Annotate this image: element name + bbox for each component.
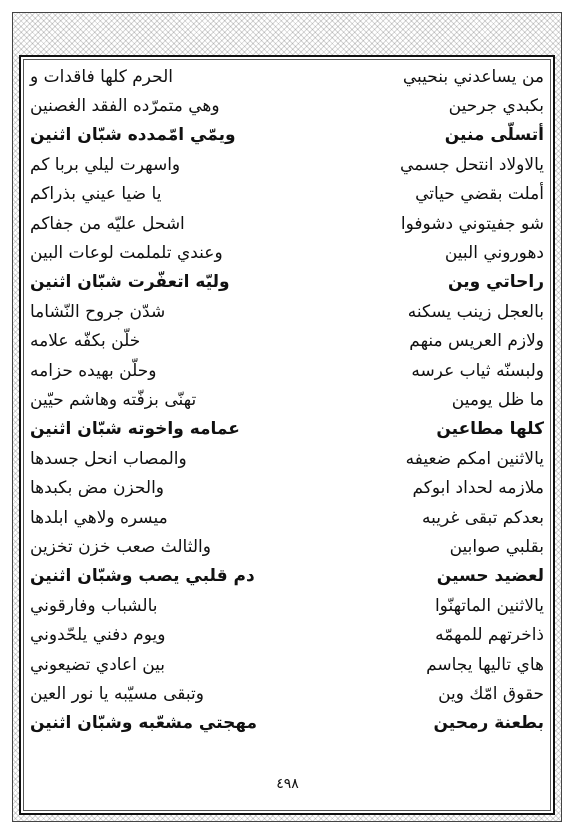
hemistich-left: مهجتي مشعّبه وشبّان اثنين <box>30 713 258 734</box>
hemistich-left: وهي متمرّده الفقد الغصنين <box>30 96 220 117</box>
poem-line-refrain <box>30 415 544 444</box>
hemistich-left: وحلّن بهيده حزامه <box>30 360 157 381</box>
hemistich-left: يا ضيا عيني بذراكم <box>30 184 162 205</box>
hemistich-right: بعدكم تبقى غريبه <box>422 507 544 528</box>
poem-line <box>30 650 544 679</box>
hemistich-left: شدّن جروح النّشاما <box>30 301 166 322</box>
hemistich-left: ميسره ولاهي ابلدها <box>30 507 168 528</box>
hemistich-left: ويمّي امّمدده شبّان اثنين <box>30 125 236 146</box>
hemistich-right: أملت بقضي حياتي <box>415 184 544 205</box>
hemistich-left: عمامه واخوته شبّان اثنين <box>30 419 240 440</box>
hemistich-right: ما ظل يومين <box>451 389 544 410</box>
hemistich-right: ذاخرتهم للمهمّه <box>435 625 544 646</box>
hemistich-left: الحرم كلها فاقدات و <box>30 66 174 87</box>
hemistich-right: بقلبي صوابين <box>449 536 544 557</box>
hemistich-left: اشحل عليّه من جفاكم <box>30 213 185 234</box>
hemistich-left: وليّه اتعفّرت شبّان اثنين <box>30 272 230 293</box>
hemistich-right: شو جفيتوني دشوفوا <box>400 213 544 234</box>
hemistich-right: دهوروني البين <box>444 243 544 264</box>
poem-line <box>30 238 544 267</box>
page-number: ٤٩٨ <box>268 776 307 792</box>
hemistich-right: بطعنة رمحين <box>433 713 544 734</box>
hemistich-left: ويوم دفني يلحّدوني <box>30 625 166 646</box>
hemistich-right: حقوق امّك وين <box>438 683 544 704</box>
hemistich-right: يالاثنين امكم ضعيفه <box>405 448 544 469</box>
poem-line <box>30 209 544 238</box>
hemistich-right: من يساعدني بنحيبي <box>402 66 544 87</box>
poem-line <box>30 180 544 209</box>
poem-line <box>30 91 544 120</box>
hemistich-right: ولازم العريس منهم <box>409 331 544 352</box>
poem-line <box>30 503 544 532</box>
hemistich-left: تهنّى بزفّته وهاشم حيّين <box>30 389 197 410</box>
poem-line-refrain <box>30 709 544 738</box>
poem-line <box>30 150 544 179</box>
hemistich-right: لعضيد حسين <box>436 566 544 587</box>
hemistich-right: بكبدي جرحين <box>448 96 544 117</box>
hemistich-left: بالشباب وفارقوني <box>30 595 158 616</box>
hemistich-right: بالعجل زينب يسكنه <box>407 301 544 322</box>
poem-line-refrain <box>30 562 544 591</box>
hemistich-left: خلّن بكفّه علامه <box>30 331 141 352</box>
hemistich-left: واسهرت ليلي بربا كم <box>30 154 181 175</box>
poem-line <box>30 473 544 502</box>
hemistich-right: يالاولاد انتحل جسمي <box>400 154 544 175</box>
hemistich-left: والمصاب انحل جسدها <box>30 448 187 469</box>
poem-line <box>30 679 544 708</box>
poem-line <box>30 385 544 414</box>
hemistich-left: وعندي تلملمت لوعات البين <box>30 243 223 264</box>
poem-line-refrain <box>30 121 544 150</box>
hemistich-right: ملازمه لحداد ابوكم <box>412 478 544 499</box>
poem-line <box>30 444 544 473</box>
poem-line <box>30 620 544 649</box>
poem-line-refrain <box>30 268 544 297</box>
poem-line <box>30 327 544 356</box>
poem-line <box>30 356 544 385</box>
hemistich-right: يالاثنين الماتهنّوا <box>434 595 544 616</box>
poem-line <box>30 532 544 561</box>
hemistich-left: والثالث صعب خزن تخزين <box>30 536 211 557</box>
hemistich-right: أتسلّى منين <box>444 125 544 146</box>
hemistich-right: كلها مطاعين <box>436 419 544 440</box>
poem-text <box>30 62 544 738</box>
hemistich-right: راحاتي وين <box>448 272 544 293</box>
poem-line <box>30 591 544 620</box>
hemistich-right: هاي تاليها يجاسم <box>426 654 544 675</box>
hemistich-right: ولبسنّه ثياب عرسه <box>411 360 544 381</box>
hemistich-left: بين اعادي تضيعوني <box>30 654 166 675</box>
hemistich-left: دم قلبي يصب وشبّان اثنين <box>30 566 255 587</box>
hemistich-left: وتبقى مسيّبه يا نور العين <box>30 683 204 704</box>
hemistich-left: والحزن مض بكبدها <box>30 478 165 499</box>
poem-line <box>30 297 544 326</box>
poem-line <box>30 62 544 91</box>
